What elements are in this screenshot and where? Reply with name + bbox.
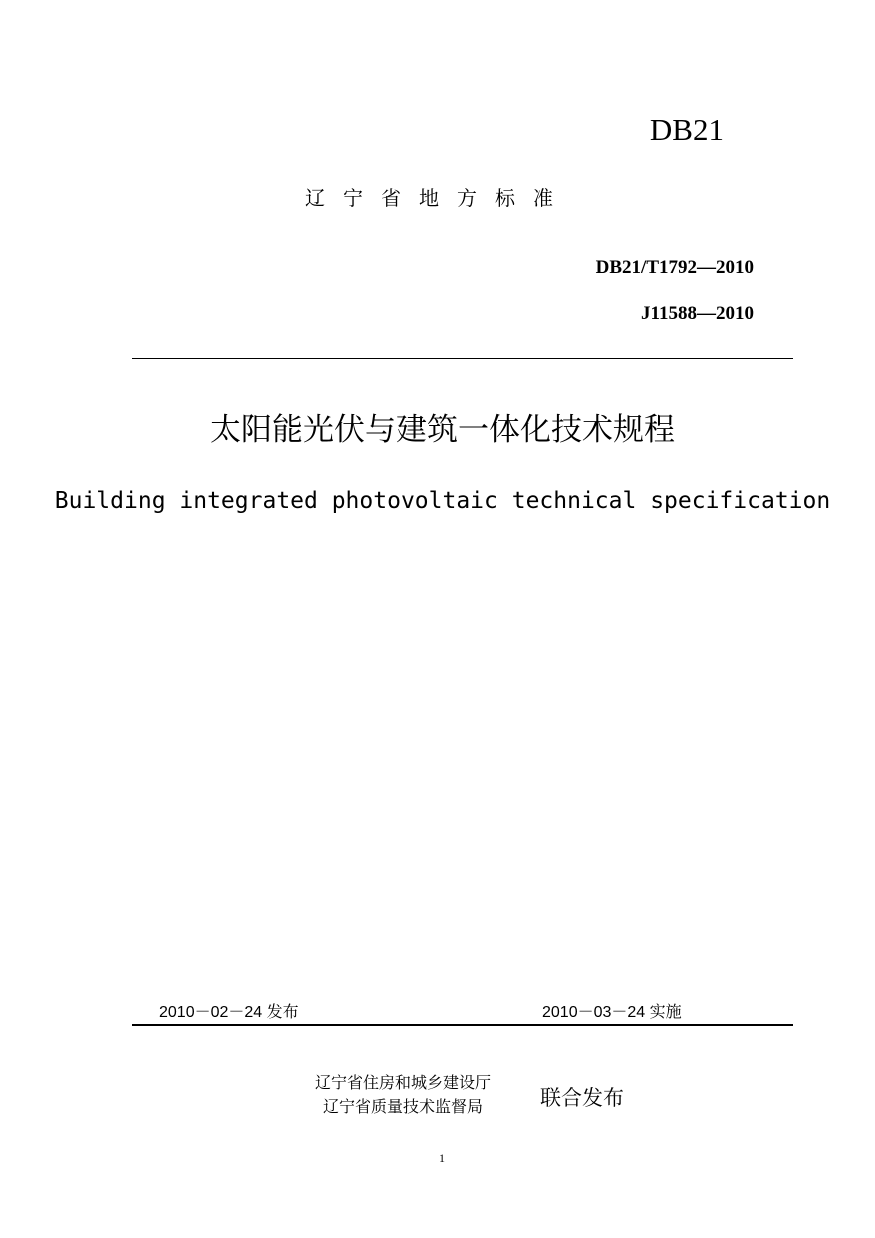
page-number: 1 xyxy=(439,1151,445,1165)
standard-type-heading: 辽宁省地方标准 xyxy=(305,186,571,210)
standard-number: DB21/T1792—2010 xyxy=(595,257,754,278)
joint-issue-label: 联合发布 xyxy=(540,1086,624,1110)
issue-date: 2010－02－24 发布 xyxy=(159,1004,299,1021)
issuer-list xyxy=(298,1071,508,1119)
record-number: J11588—2010 xyxy=(641,303,754,324)
bottom-divider xyxy=(132,1024,793,1026)
implementation-date: 2010－03－24 实施 xyxy=(542,1004,682,1021)
document-title-chinese: 太阳能光伏与建筑一体化技术规程 xyxy=(210,412,675,448)
document-title-english: Building integrated photovoltaic technical specification xyxy=(54,488,831,514)
issuer-quality-bureau: 辽宁省质量技术监督局 xyxy=(322,1097,483,1116)
top-divider xyxy=(132,358,793,359)
issuer-housing-department: 辽宁省住房和城乡建设厅 xyxy=(314,1073,491,1092)
classification-code: DB21 xyxy=(649,112,724,147)
